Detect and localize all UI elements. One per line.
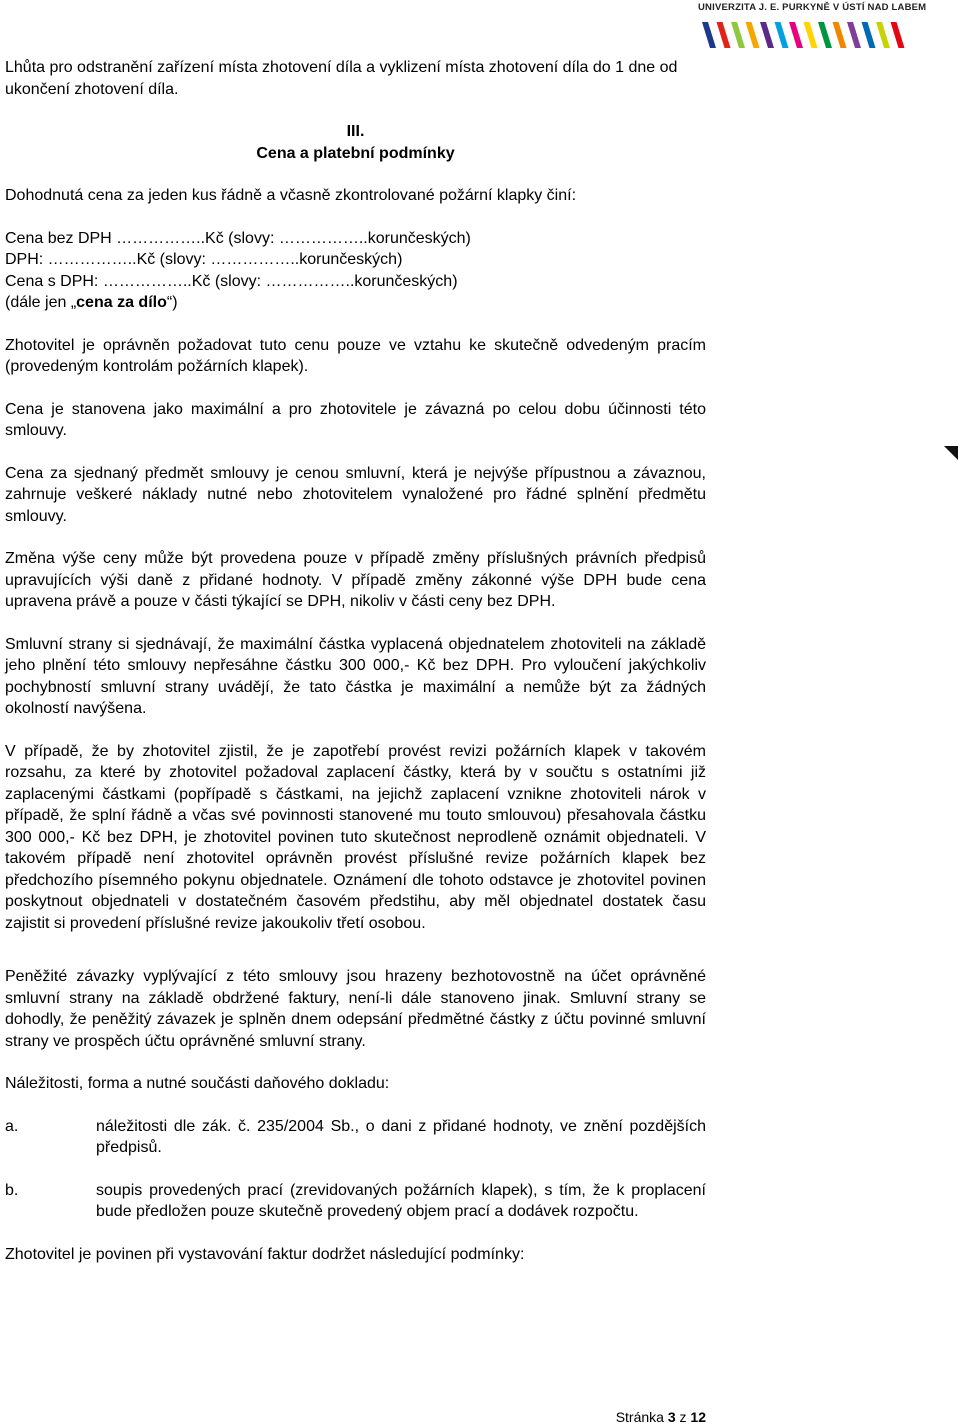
closing-paragraph: Zhotovitel je povinen při vystavování faktur dodržet následující podmínky:: [5, 1245, 525, 1263]
logo-stripe: [804, 22, 818, 48]
paragraph-maximum-amount: Smluvní strany si sjednávají, že maximální částka vyplacená objednatelem zhotoviteli na základě jeho plnění této smlouvy nepřesáhne částku 300 000,- Kč bez DPH. Pro vyloučení jakýchkoliv pochybností smluvní strany uvádějí, že tato částka je maximální a nemůže být za žádných okolností navýšena.: [5, 635, 706, 717]
corner-marker-icon: [944, 446, 958, 460]
logo-stripe: [789, 22, 803, 48]
list-text: náležitosti dle zák. č. 235/2004 Sb., o dani z přidané hodnoty, ve znění pozdějších předpisů.: [96, 1117, 706, 1156]
paragraph-price-claim: Zhotovitel je oprávněn požadovat tuto cenu pouze ve vztahu ke skutečně odvedeným pracím (provedeným kontrolám požárních klapek).: [5, 336, 706, 375]
logo-stripe: [702, 22, 716, 48]
price-line-without-vat: Cena bez DPH ……………..Kč (slovy: ……………..korunčeských): [5, 229, 471, 247]
list-item: [5, 1116, 706, 1159]
logo-stripe: [731, 22, 745, 48]
logo-stripe: [862, 22, 876, 48]
list-text: soupis provedených prací (zrevidovaných požárních klapek), s tím, že k proplacení bude předložen pouze skutečně provedený objem prací a dodávek rozpočtu.: [96, 1181, 706, 1220]
university-logo: [698, 2, 927, 13]
intro-paragraph: Lhůta pro odstranění zařízení místa zhotovení díla a vyklizení místa zhotovení díla do 1 dne od ukončení zhotovení díla.: [5, 59, 678, 98]
list-letter: a.: [5, 1117, 19, 1135]
price-line-with-vat: Cena s DPH: ……………..Kč (slovy: ……………..korunčeských): [5, 272, 458, 290]
paragraph-price-change: Změna výše ceny může být provedena pouze v případě změny příslušných právních předpisů upravujících výši daně z přidané hodnoty. V případě změny zákonné výše DPH bude cena upravena právě a pouze v části týkající se DPH, nikoliv v části ceny bez DPH.: [5, 550, 706, 610]
price-line-vat: DPH: ……………..Kč (slovy: ……………..korunčeských): [5, 251, 403, 268]
section-title: Cena a platební podmínky: [256, 144, 455, 162]
logo-stripe: [847, 22, 861, 48]
document-body: [5, 57, 706, 1265]
invoice-heading: Náležitosti, forma a nutné součásti daňového dokladu:: [5, 1075, 390, 1092]
section-number: III.: [346, 123, 365, 140]
logo-stripe: [760, 22, 774, 48]
agreed-price-text: Dohodnutá cena za jeden kus řádně a včasně zkontrolované požární klapky činí:: [5, 187, 577, 204]
paragraph-price-maximum: Cena je stanovena jako maximální a pro zhotovitele je závazná po celou dobu účinnosti této smlouvy.: [5, 400, 706, 439]
logo-stripe: [818, 22, 832, 48]
logo-stripe: [891, 22, 905, 48]
logo-stripes-icon: [698, 20, 908, 50]
paragraph-payment-obligations: Peněžité závazky vyplývající z této smlouvy jsou hrazeny bezhotovostně na účet oprávněné smluvní strany na základě obdržené faktury, není-li dále stanoveno jinak. Smluvní strany se dohodly, že peněžitý závazek je splněn dnem odepsání předmětné částky z účtu povinné smluvní strany ve prospěch účtu oprávněné smluvní strany.: [5, 968, 706, 1050]
paragraph-revision-notice: V případě, že by zhotovitel zjistil, že je zapotřebí provést revizi požárních klapek v takovém rozsahu, za které by zhotovitel požadoval zaplacení částky, která by v součtu s ostatními již zaplacenými částkami (popřípadě s částkami, na jejichž zaplacení vznikne zhotoviteli nárok v případě, že splní řádně a včas své povinnosti stanovené mu touto smlouvou) přesahovala částku 300 000,- Kč bez DPH, je zhotovitel povinen tuto skutečnost neprodleně oznámit objednateli. V takovém případě není zhotovitel oprávněn provést příslušné revize požárních klapek bez předchozího písemného pokynu objednatele. Oznámení dle tohoto odstavce je zhotovitel povinen poskytnout objednateli v dostatečném časovém předstihu, aby měl objednatel dostatek času zajistit si provedení příslušné revize jakoukoliv třetí osobou.: [5, 742, 706, 932]
list-item: [5, 1180, 706, 1223]
university-name: UNIVERZITA J. E. PURKYNĚ V ÚSTÍ NAD LABEM: [698, 2, 927, 13]
price-note-term: cena za dílo: [76, 294, 167, 311]
logo-stripe: [775, 22, 789, 48]
list-letter: b.: [5, 1181, 19, 1199]
logo-stripe: [833, 22, 847, 48]
logo-stripe: [717, 22, 731, 48]
paragraph-contract-price: Cena za sjednaný předmět smlouvy je cenou smluvní, která je nejvýše přípustnou a závaznou, zahrnuje veškeré náklady nutné nebo zhotovitelem vynaložené pro řádné splnění předmětu smlouvy.: [5, 464, 706, 525]
logo-stripe: [746, 22, 760, 48]
logo-stripe: [876, 22, 890, 48]
price-note: (dále jen „cena za dílo“): [5, 294, 178, 311]
page-number: Stránka 3 z 12: [615, 1409, 706, 1425]
